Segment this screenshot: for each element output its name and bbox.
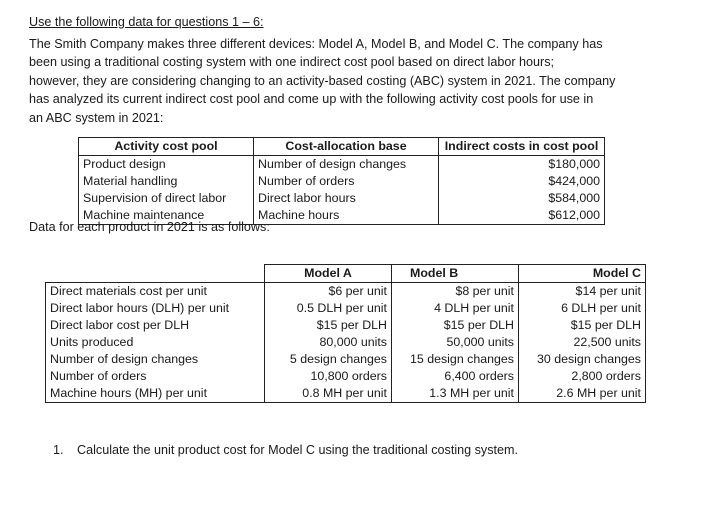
table-row bbox=[46, 385, 646, 403]
table-row bbox=[46, 283, 646, 301]
model-b-cell: $8 per unit bbox=[392, 283, 519, 301]
intro-line: The Smith Company makes three different devices: Model A, Model B, and Model C. The company has bbox=[29, 37, 603, 51]
row-label: Machine hours (MH) per unit bbox=[46, 385, 265, 403]
indirect-cost-cell: $584,000 bbox=[439, 190, 605, 207]
table-row bbox=[79, 190, 605, 207]
row-label: Direct labor cost per DLH bbox=[46, 317, 265, 334]
product-data-intro: Data for each product in 2021 is as follows: bbox=[29, 220, 270, 234]
indirect-cost-cell: $424,000 bbox=[439, 173, 605, 190]
model-c-cell: $14 per unit bbox=[519, 283, 646, 301]
model-a-cell: 0.8 MH per unit bbox=[265, 385, 392, 403]
indirect-cost-cell: $180,000 bbox=[439, 156, 605, 174]
model-a-cell: 10,800 orders bbox=[265, 368, 392, 385]
model-b-cell: $15 per DLH bbox=[392, 317, 519, 334]
empty-header-cell bbox=[46, 265, 265, 283]
table-row bbox=[46, 334, 646, 351]
table-header-row bbox=[79, 138, 605, 156]
intro-line: been using a traditional costing system with one indirect cost pool based on direct labor hours; bbox=[29, 55, 555, 70]
table-row bbox=[46, 300, 646, 317]
model-b-cell: 15 design changes bbox=[392, 351, 519, 368]
intro-line: has analyzed its current indirect cost pool and come up with the following activity cost pools for use in bbox=[29, 92, 594, 107]
model-a-cell: 5 design changes bbox=[265, 351, 392, 368]
model-a-cell: 0.5 DLH per unit bbox=[265, 300, 392, 317]
model-a-cell: $15 per DLH bbox=[265, 317, 392, 334]
instructions-heading: Use the following data for questions 1 – 6: bbox=[29, 15, 264, 29]
table-header-row bbox=[46, 265, 646, 283]
model-b-cell: 4 DLH per unit bbox=[392, 300, 519, 317]
column-header-activity: Activity cost pool bbox=[79, 138, 254, 156]
indirect-cost-cell: $612,000 bbox=[439, 207, 605, 225]
row-label: Direct labor hours (DLH) per unit bbox=[46, 300, 265, 317]
intro-paragraph bbox=[29, 35, 679, 127]
row-label: Units produced bbox=[46, 334, 265, 351]
intro-line: an ABC system in 2021: bbox=[29, 110, 164, 125]
model-c-cell: 30 design changes bbox=[519, 351, 646, 368]
activity-cell: Material handling bbox=[79, 173, 254, 190]
activity-cell: Supervision of direct labor bbox=[79, 190, 254, 207]
allocation-base-cell: Number of design changes bbox=[254, 156, 439, 174]
model-c-cell: $15 per DLH bbox=[519, 317, 646, 334]
column-header-allocation-base: Cost-allocation base bbox=[254, 138, 439, 156]
activity-cell: Product design bbox=[79, 156, 254, 174]
allocation-base-cell: Direct labor hours bbox=[254, 190, 439, 207]
model-c-cell: 2.6 MH per unit bbox=[519, 385, 646, 403]
row-label: Direct materials cost per unit bbox=[46, 283, 265, 301]
column-header-model-b: Model B bbox=[392, 265, 519, 283]
table-row bbox=[46, 317, 646, 334]
model-b-cell: 50,000 units bbox=[392, 334, 519, 351]
model-b-cell: 1.3 MH per unit bbox=[392, 385, 519, 403]
activity-cell: Machine maintenance bbox=[79, 207, 254, 225]
activity-cost-pool-table bbox=[78, 137, 605, 225]
column-header-model-a: Model A bbox=[265, 265, 392, 283]
column-header-model-c: Model C bbox=[519, 265, 646, 283]
model-a-cell: $6 per unit bbox=[265, 283, 392, 301]
model-c-cell: 6 DLH per unit bbox=[519, 300, 646, 317]
table-row bbox=[79, 173, 605, 190]
model-c-cell: 2,800 orders bbox=[519, 368, 646, 385]
model-b-cell: 6,400 orders bbox=[392, 368, 519, 385]
model-a-cell: 80,000 units bbox=[265, 334, 392, 351]
allocation-base-cell: Machine hours bbox=[254, 207, 439, 225]
question-text: Calculate the unit product cost for Model C using the traditional costing system. bbox=[77, 443, 519, 457]
product-data-table bbox=[45, 264, 646, 403]
table-row bbox=[46, 351, 646, 368]
allocation-base-cell: Number of orders bbox=[254, 173, 439, 190]
column-header-indirect-costs: Indirect costs in cost pool bbox=[439, 138, 605, 156]
row-label: Number of orders bbox=[46, 368, 265, 385]
intro-line: however, they are considering changing to an activity-based costing (ABC) system in 2021. The company bbox=[29, 73, 616, 88]
table-row bbox=[46, 368, 646, 385]
row-label: Number of design changes bbox=[46, 351, 265, 368]
model-c-cell: 22,500 units bbox=[519, 334, 646, 351]
question-number: 1. bbox=[53, 443, 64, 457]
question-1 bbox=[53, 442, 518, 459]
table-row bbox=[79, 156, 605, 174]
